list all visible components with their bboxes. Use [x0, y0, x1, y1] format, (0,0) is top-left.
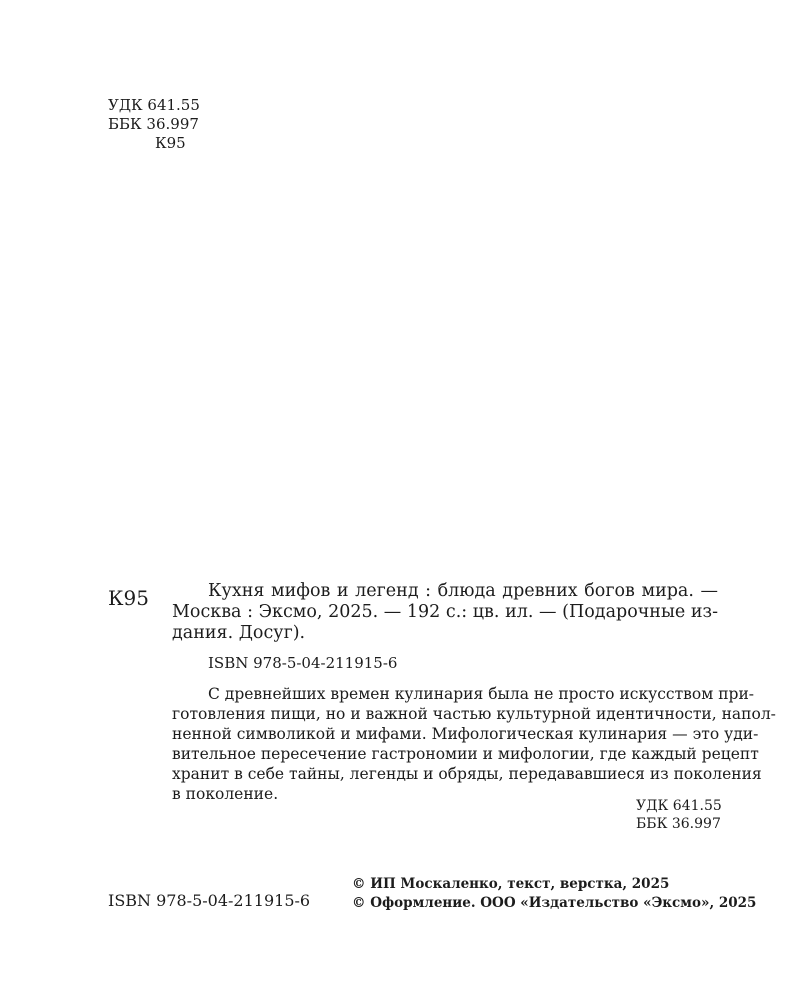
bibliographic-record: [172, 581, 718, 644]
record-line: Кухня мифов и легенд : блюда древних богов мира. —: [208, 581, 718, 601]
annotation-paragraph: [172, 684, 776, 804]
bbk-code: ББК 36.997: [108, 115, 199, 133]
record-author-mark: К95: [108, 586, 149, 610]
annotation-line: ненной символикой и мифами. Мифологическая кулинария — это уди-: [172, 725, 759, 743]
footer-isbn: ISBN 978-5-04-211915-6: [108, 891, 311, 910]
copyright-line: © ИП Москаленко, текст, верстка, 2025: [352, 876, 670, 892]
classification-codes-top: [108, 96, 200, 153]
annotation-line: готовления пищи, но и важной частью культурной идентичности, напол-: [172, 705, 776, 723]
record-line: дания. Досуг).: [172, 623, 306, 643]
udk-code: УДК 641.55: [636, 798, 722, 814]
udk-code: УДК 641.55: [108, 96, 200, 114]
author-mark-code: К95: [155, 134, 186, 152]
copyright-line: © Оформление. ООО «Издательство «Эксмо», 2025: [352, 895, 757, 911]
copyright-block: [352, 875, 756, 913]
record-isbn: ISBN 978-5-04-211915-6: [208, 654, 398, 672]
annotation-line: вительное пересечение гастрономии и мифологии, где каждый рецепт: [172, 745, 759, 763]
annotation-line: в поколение.: [172, 785, 279, 803]
annotation-line: С древнейших времен кулинария была не просто искусством при-: [208, 685, 755, 703]
annotation-line: хранит в себе тайны, легенды и обряды, передававшиеся из поколения: [172, 765, 762, 783]
bbk-code: ББК 36.997: [636, 816, 721, 832]
classification-codes-bottom: [636, 797, 722, 833]
record-line: Москва : Эксмо, 2025. — 192 с.: цв. ил. — (Подарочные из-: [172, 602, 718, 622]
